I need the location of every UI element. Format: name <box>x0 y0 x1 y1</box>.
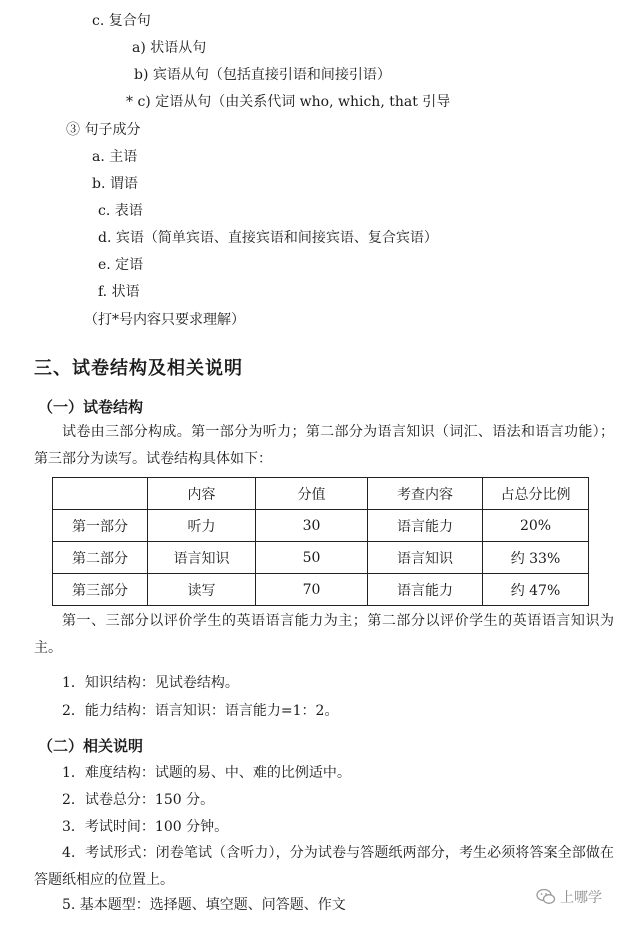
table-header-row <box>53 478 589 510</box>
part2-item: 5. 基本题型：选择题、填空题、问答题、作文 <box>62 897 346 913</box>
table-row <box>53 542 589 574</box>
part1-point: 2．能力结构：语言知识：语言能力=1：2。 <box>62 703 339 719</box>
wechat-icon <box>536 888 556 906</box>
part1-after-table: 第一、三部分以评价学生的英语语言能力为主；第二部分以评价学生的英语语言知识为主。 <box>34 613 614 656</box>
grammar-c-title: c. 复合句 <box>92 13 151 29</box>
component-item: a. 主语 <box>92 149 138 165</box>
component-item: e. 定语 <box>98 257 144 273</box>
table-cell: 第一部分 <box>53 510 148 542</box>
table-cell: 读写 <box>148 574 256 606</box>
exam-structure-table <box>52 477 589 606</box>
table-header-cell: 占总分比例 <box>483 478 589 510</box>
part2-item-exam-form: 4．考试形式：闭卷笔试（含听力），分为试卷与答题纸两部分，考生必须将答案全部做在答题纸相应的位置上。 <box>34 845 614 888</box>
table-cell: 语言知识 <box>148 542 256 574</box>
table-cell: 50 <box>256 542 368 574</box>
table-row <box>53 510 589 542</box>
table-cell: 约 33% <box>483 542 589 574</box>
table-cell: 语言知识 <box>368 542 483 574</box>
part1-title: （一）试卷结构 <box>38 398 144 416</box>
grammar-c-item-c: * c) 定语从句（由关系代词 who, which, that 引导 <box>126 94 451 110</box>
table-cell: 语言能力 <box>368 574 483 606</box>
table-cell: 30 <box>256 510 368 542</box>
table-header-cell: 考查内容 <box>368 478 483 510</box>
grammar-c-item-b: b) 宾语从句（包括直接引语和间接引语） <box>134 67 391 83</box>
table-cell: 约 47% <box>483 574 589 606</box>
part2-item: 1．难度结构：试题的易、中、难的比例适中。 <box>62 765 351 781</box>
table-header-cell: 内容 <box>148 478 256 510</box>
watermark <box>536 887 602 907</box>
component-item: f. 状语 <box>98 284 140 300</box>
table-cell: 语言能力 <box>368 510 483 542</box>
component-item: d. 宾语（简单宾语、直接宾语和间接宾语、复合宾语） <box>98 230 438 246</box>
part1-point: 1．知识结构：见试卷结构。 <box>62 675 239 691</box>
watermark-text: 上哪学 <box>560 890 602 906</box>
table-cell: 20% <box>483 510 589 542</box>
table-cell: 第二部分 <box>53 542 148 574</box>
component-item: c. 表语 <box>98 203 143 219</box>
table-header-cell <box>53 478 148 510</box>
table-cell: 70 <box>256 574 368 606</box>
part1-intro: 试卷由三部分构成。第一部分为听力；第二部分为语言知识（词汇、语法和语言功能）；第三部分为读写。试卷结构具体如下： <box>34 424 614 467</box>
sentence-components-title: ③ 句子成分 <box>66 122 141 138</box>
part2-item: 3．考试时间：100 分钟。 <box>62 819 229 835</box>
table-cell: 听力 <box>148 510 256 542</box>
component-item: b. 谓语 <box>92 176 138 192</box>
section-title: 三、试卷结构及相关说明 <box>34 358 243 379</box>
asterisk-note: （打*号内容只要求理解） <box>84 312 245 328</box>
part2-item: 2．试卷总分：150 分。 <box>62 792 215 808</box>
grammar-c-item-a: a) 状语从句 <box>132 40 207 56</box>
table-row <box>53 574 589 606</box>
part2-title: （二）相关说明 <box>38 737 144 755</box>
table-header-cell: 分值 <box>256 478 368 510</box>
table-cell: 第三部分 <box>53 574 148 606</box>
